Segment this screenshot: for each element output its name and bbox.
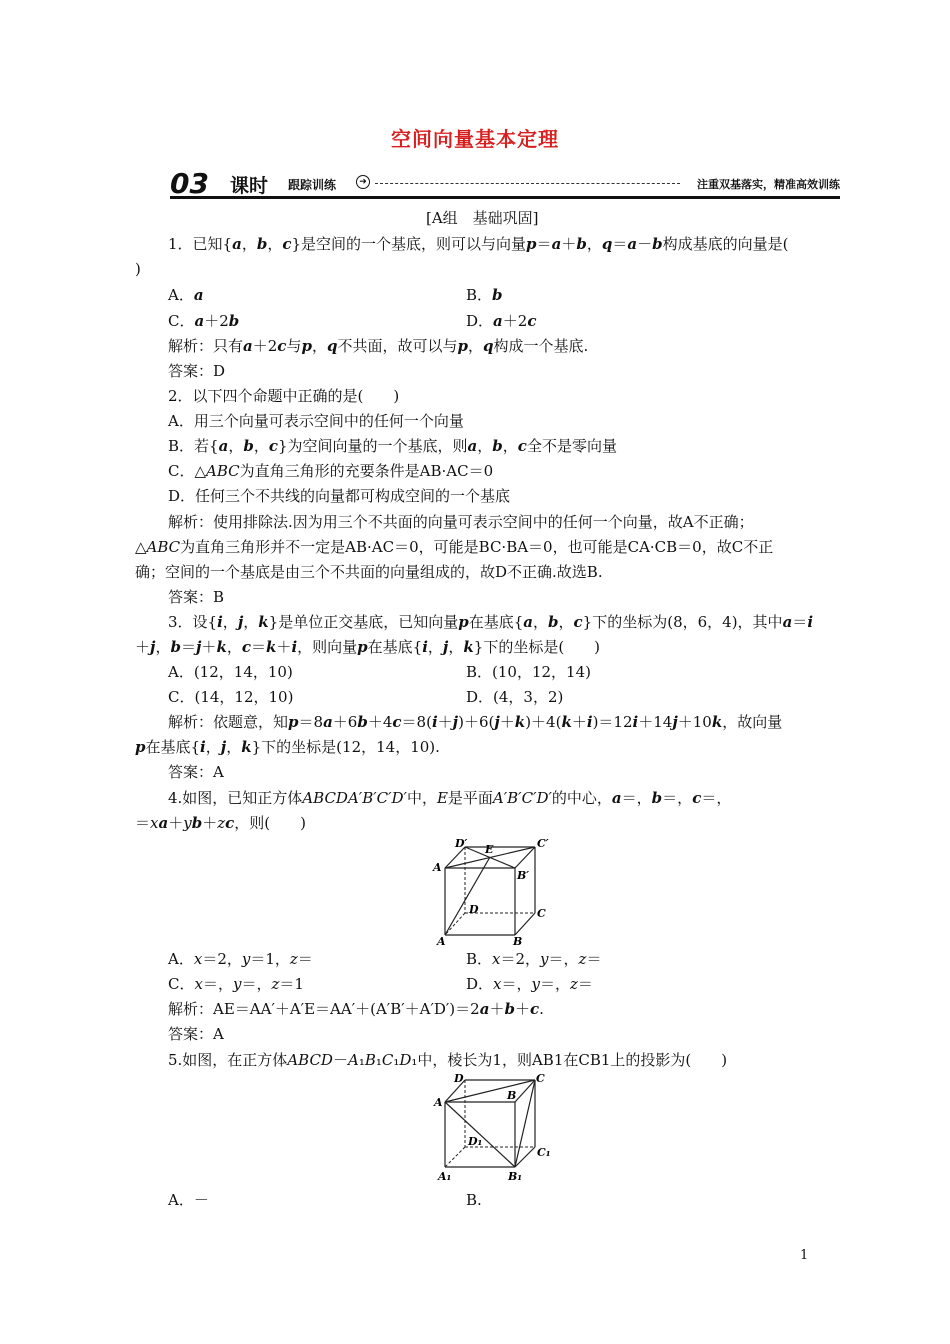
- text-line: 答案：A: [168, 1025, 224, 1043]
- label-B: B: [507, 1089, 517, 1102]
- label-B1: B₁: [508, 1170, 523, 1183]
- text-line: 解析：AE＝AA′＋A′E＝AA′＋(A′B′＋A′D′)＝2a＋b＋c.: [168, 1000, 544, 1018]
- text-line: 答案：B: [168, 588, 225, 606]
- text-line: A．a: [168, 286, 204, 304]
- label-A1: A: [433, 861, 442, 874]
- banner-dashed-line: [375, 183, 680, 184]
- cube-figure-1: [425, 835, 555, 947]
- banner-slogan: 注重双基落实，精准高效训练: [697, 178, 840, 191]
- text-line: D．x＝，y＝，z＝: [466, 975, 593, 993]
- banner-rule: [170, 196, 840, 199]
- text-line: p在基底{i，j，k}下的坐标是(12，14，10).: [135, 738, 440, 756]
- label-D1: D₁: [468, 1135, 483, 1148]
- text-line: D．任何三个不共线的向量都可构成空间的一个基底: [168, 487, 511, 505]
- label-A: A: [437, 935, 446, 947]
- text-line: 解析：只有a＋2c与p，q不共面，故可以与p，q构成一个基底.: [168, 337, 589, 355]
- text-line: C．x＝，y＝，z＝1: [168, 975, 304, 993]
- label-E: E: [485, 843, 494, 856]
- label-C: C: [537, 907, 546, 920]
- text-line: △ABC为直角三角形并不一定是AB·AC＝0，可能是BC·BA＝0，也可能是CA·CB＝0，故C不正: [135, 538, 774, 556]
- label-B: B: [513, 935, 523, 947]
- label-C: C: [536, 1072, 545, 1085]
- label-A1: A₁: [438, 1170, 452, 1183]
- label-D: D: [469, 903, 479, 916]
- text-line: C．△ABC为直角三角形的充要条件是AB·AC＝0: [168, 462, 494, 480]
- banner-genzong: 跟踪训练: [288, 178, 337, 192]
- page-title: 空间向量基本定理: [391, 127, 559, 151]
- label-B1: B′: [517, 869, 530, 882]
- text-line: B．b: [466, 286, 503, 304]
- arrow-circle-icon: ➜: [356, 175, 370, 189]
- banner-keshi: 课时: [230, 175, 269, 197]
- text-line: 1．已知{a，b，c}是空间的一个基底，则可以与向量p＝a＋b，q＝a－b构成基底的向量是(: [168, 235, 789, 253]
- text-line: D．(4，3，2): [466, 688, 564, 706]
- text-line: B．(10，12，14): [466, 663, 591, 681]
- label-D: D: [454, 1072, 464, 1085]
- text-line: 解析：依题意，知p＝8a＋6b＋4c＝8(i＋j)＋6(j＋k)＋4(k＋i)＝12i＋14j＋10k，故向量: [168, 713, 783, 731]
- cube-figure-2: [430, 1072, 560, 1184]
- text-line: C．(14，12，10): [168, 688, 294, 706]
- text-line: A．x＝2，y＝1，z＝: [168, 950, 313, 968]
- text-line: B．若{a，b，c}为空间向量的一个基底，则a，b，c全不是零向量: [168, 437, 617, 455]
- text-line: B.: [466, 1191, 482, 1209]
- text-line: 3．设{i，j，k}是单位正交基底，已知向量p在基底{a，b，c}下的坐标为(8，6，4)，其中a＝i: [168, 613, 814, 631]
- label-A: A: [434, 1096, 443, 1109]
- text-line: 5.如图，在正方体ABCD－A₁B₁C₁D₁中，棱长为1，则AB1在CB1上的投影为( ): [168, 1051, 728, 1069]
- group-heading: [A组 基础巩固]: [426, 209, 539, 227]
- text-line: A．用三个向量可表示空间中的任何一个向量: [168, 412, 464, 430]
- page-number: 1: [800, 1248, 809, 1263]
- text-line: D．a＋2c: [466, 312, 537, 330]
- text-line: A．(12，14，10): [168, 663, 293, 681]
- banner-number: 03: [170, 167, 209, 200]
- text-line: 答案：A: [168, 763, 224, 781]
- label-C1: C′: [537, 837, 549, 850]
- text-line: ): [135, 260, 141, 278]
- text-line: B．x＝2，y＝，z＝: [466, 950, 602, 968]
- text-line: 答案：D: [168, 362, 226, 380]
- text-line: 确；空间的一个基底是由三个不共面的向量组成的，故D不正确.故选B.: [135, 563, 603, 581]
- section-banner: [170, 165, 840, 199]
- text-line: ＋j，b＝j＋k，c＝k＋i，则向量p在基底{i，j，k}下的坐标是( ): [135, 638, 601, 656]
- text-line: A．－: [168, 1191, 209, 1209]
- text-line: 2．以下四个命题中正确的是( ): [168, 387, 400, 405]
- text-line: 解析：使用排除法.因为用三个不共面的向量可表示空间中的任何一个向量，故A不正确；: [168, 513, 754, 531]
- label-D1: D′: [455, 837, 468, 850]
- label-C1: C₁: [537, 1146, 551, 1159]
- text-line: C．a＋2b: [168, 312, 240, 330]
- text-line: ＝xa＋yb＋zc，则( ): [135, 814, 306, 832]
- text-line: 4.如图，已知正方体ABCDA′B′C′D′中，E是平面A′B′C′D′的中心，a＝，b＝，c＝，: [168, 789, 732, 807]
